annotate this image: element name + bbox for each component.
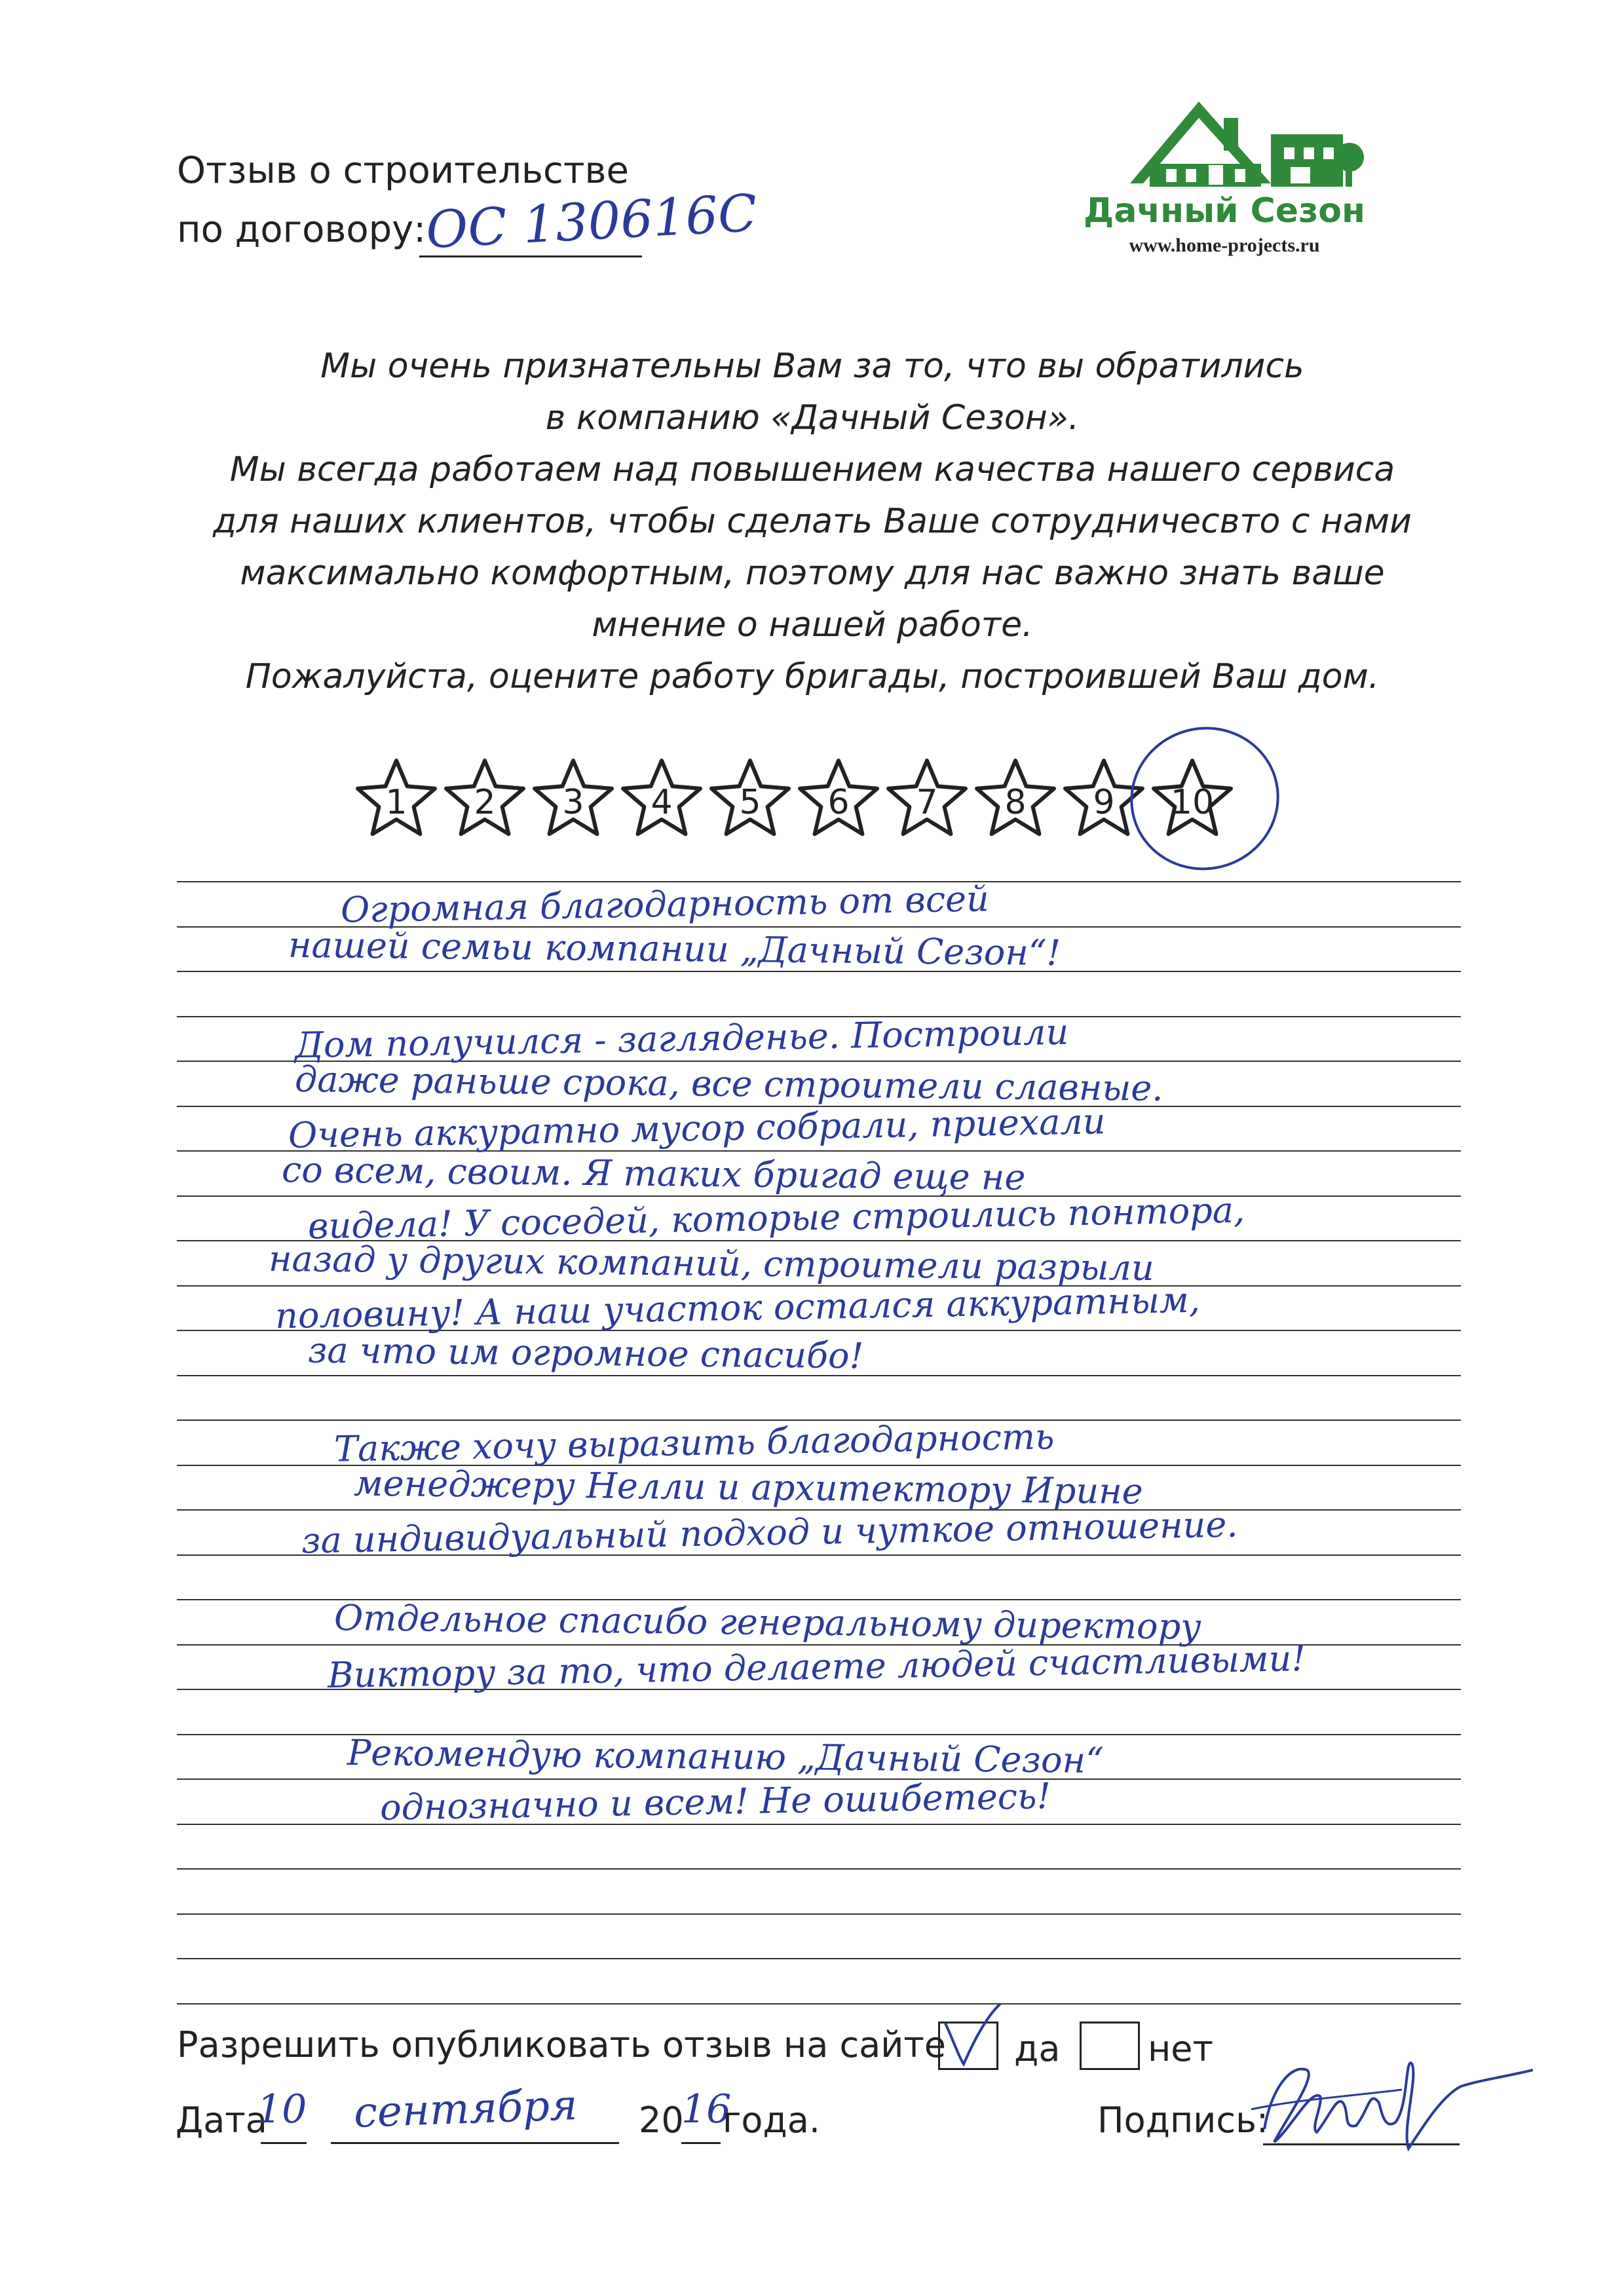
ruled-line — [177, 1868, 1461, 1870]
date-label: Дата — [176, 2099, 267, 2141]
form-title: Отзыв о строительстве — [177, 149, 629, 192]
publish-permission-label: Разрешить опубликовать отзыв на сайте — [177, 2024, 946, 2065]
rating-star-8[interactable] — [973, 757, 1058, 842]
review-text-line[interactable]: со всем, своим. Я таких бригад еще не — [281, 1149, 1026, 1198]
ruled-line — [177, 1958, 1461, 1959]
check-mark-icon — [940, 2010, 996, 2055]
review-text-line[interactable]: Виктору за то, что делаете людей счастливыми! — [327, 1637, 1306, 1697]
rating-star-number: 3 — [562, 783, 584, 822]
rating-star-number: 7 — [916, 783, 938, 822]
rating-stars — [0, 757, 1624, 868]
rating-star-4[interactable] — [619, 757, 704, 842]
review-text-line[interactable]: за индивидуальный подход и чуткое отношение. — [301, 1503, 1239, 1562]
intro-line: Мы всегда работаем над повышением качества нашего сервиса — [229, 450, 1395, 489]
date-month-handwritten[interactable]: сентября — [352, 2081, 578, 2137]
review-text-line[interactable]: даже раньше срока, все строители славные. — [294, 1059, 1163, 1109]
date-year-handwritten[interactable]: 16 — [681, 2086, 732, 2132]
company-logo-url: www.home-projects.ru — [1129, 235, 1320, 256]
intro-line: максимально комфортным, поэтому для нас важно знать ваше — [240, 554, 1385, 593]
rating-star-2[interactable] — [442, 757, 527, 842]
intro-paragraph — [157, 341, 1467, 703]
publish-no-label: нет — [1148, 2028, 1213, 2069]
publish-yes-checkbox[interactable] — [938, 2022, 998, 2070]
review-text-line[interactable]: Огромная благодарность от всей — [340, 878, 990, 931]
review-text-line[interactable]: однозначно и всем! Не ошибетесь! — [379, 1775, 1051, 1828]
rating-star-1[interactable] — [354, 757, 439, 842]
ruled-line — [177, 1913, 1461, 1915]
review-text-line[interactable]: Очень аккуратно мусор собрали, приехали — [288, 1101, 1106, 1156]
rating-star-number: 4 — [651, 783, 673, 822]
rating-star-7[interactable] — [884, 757, 970, 842]
date-year-prefix: 20 — [639, 2099, 684, 2141]
rating-star-number: 6 — [827, 783, 850, 822]
signature-icon — [1245, 2050, 1533, 2162]
publish-yes-label: да — [1014, 2028, 1061, 2069]
rating-star-number: 10 — [1170, 783, 1215, 822]
date-month-line — [331, 2142, 619, 2144]
company-logo-name: Дачный Сезон — [1084, 191, 1365, 231]
rating-star-number: 5 — [739, 783, 761, 822]
ruled-line — [177, 2003, 1461, 2004]
rating-star-number: 9 — [1093, 783, 1115, 822]
date-year-line — [681, 2142, 721, 2144]
rating-star-number: 1 — [385, 783, 407, 822]
rating-star-6[interactable] — [796, 757, 881, 842]
intro-line: мнение о нашей работе. — [592, 605, 1033, 645]
date-year-suffix: года. — [723, 2099, 821, 2141]
publish-no-checkbox[interactable] — [1080, 2022, 1140, 2070]
review-text-line[interactable]: половину! А наш участок остался аккуратным, — [274, 1279, 1201, 1337]
review-text-line[interactable]: Отдельное спасибо генеральному директору — [333, 1597, 1201, 1647]
intro-line: Мы очень признательны Вам за то, что вы обратились — [320, 347, 1304, 386]
intro-line: в компанию «Дачный Сезон». — [545, 398, 1080, 438]
selected-rating-circle — [1114, 710, 1296, 887]
review-text-line[interactable]: за что им огромное спасибо! — [307, 1329, 864, 1377]
intro-line: для наших клиентов, чтобы сделать Ваше сотрудничесвто с нами — [213, 502, 1412, 541]
rating-star-3[interactable] — [531, 757, 616, 842]
intro-line: Пожалуйста, оцените работу бригады, построившей Ваш дом. — [245, 657, 1380, 696]
review-text-line[interactable]: видела! У соседей, которые строились понтора, — [307, 1189, 1245, 1247]
signature-label: Подпись: — [1097, 2099, 1269, 2141]
review-text-line[interactable]: нашей семьи компании „Дачный Сезон“! — [288, 924, 1061, 974]
review-text-line[interactable]: Рекомендую компанию „Дачный Сезон“ — [347, 1731, 1105, 1782]
contract-label: по договору: — [177, 208, 426, 251]
review-text-line[interactable]: Дом получился - загляденье. Построили — [294, 1011, 1069, 1066]
date-day-handwritten[interactable]: 10 — [257, 2086, 307, 2132]
rating-star-5[interactable] — [708, 757, 793, 842]
contract-number-handwritten[interactable]: ОС 130616С — [424, 183, 759, 261]
rating-star-number: 8 — [1004, 783, 1027, 822]
ruled-line — [177, 1824, 1461, 1825]
review-text-line[interactable]: Также хочу выразить благодарность — [333, 1416, 1055, 1470]
review-text-line[interactable]: менеджеру Нелли и архитектору Ирине — [353, 1462, 1144, 1513]
date-day-line — [261, 2142, 307, 2144]
review-text-line[interactable]: назад у других компаний, строители разрыли — [268, 1237, 1155, 1289]
rating-star-number: 2 — [474, 783, 496, 822]
